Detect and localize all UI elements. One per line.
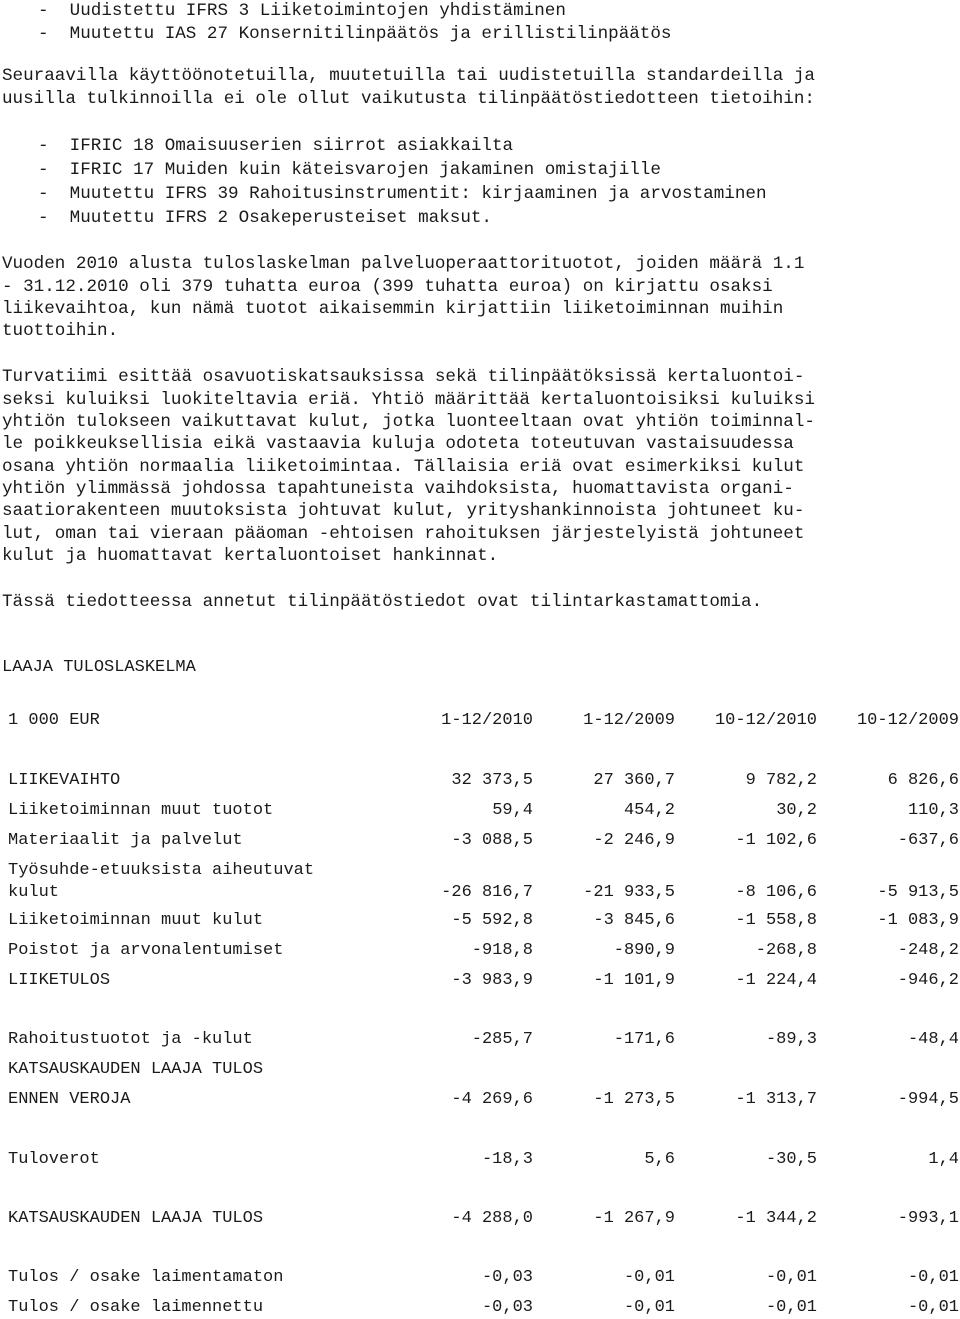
row-label: Liiketoiminnan muut tuotot — [8, 801, 274, 820]
paragraph-line: Vuoden 2010 alusta tuloslaskelman palveluoperaattorituotot, joiden määrä 1.1 — [2, 254, 805, 274]
row-value: -5 913,5 — [877, 883, 959, 902]
row-value: -4 288,0 — [451, 1209, 533, 1228]
row-value: -1 313,7 — [735, 1090, 817, 1109]
column-header: 10-12/2010 — [714, 711, 817, 730]
row-value: -994,5 — [897, 1090, 959, 1109]
paragraph-line: osana yhtiön normaalia liiketoimintaa. Tällaisia eriä ovat esimerkiksi kulut — [2, 457, 805, 477]
paragraph-line: saatiorakenteen muutoksista johtuvat kulut, yrityshankinnoista johtuneet ku- — [2, 501, 805, 521]
row-value: -993,1 — [897, 1209, 959, 1228]
row-value: -48,4 — [907, 1030, 959, 1049]
row-value: -0,01 — [623, 1268, 675, 1287]
row-value: -0,01 — [907, 1268, 959, 1287]
paragraph-line: Seuraavilla käyttöönotetuilla, muutetuilla tai uudistetuilla standardeilla ja — [2, 66, 815, 86]
row-value: -0,03 — [481, 1268, 533, 1287]
row-value: -171,6 — [613, 1030, 675, 1049]
section-title: LAAJA TULOSLASKELMA — [2, 658, 196, 677]
bullet-item: - IFRIC 17 Muiden kuin käteisvarojen jakaminen omistajille — [38, 160, 661, 180]
row-value: -1 083,9 — [877, 911, 959, 930]
paragraph-line: le poikkeuksellisia eikä vastaavia kuluja odoteta toteutuvan vastaisuudessa — [2, 434, 794, 454]
row-value: -21 933,5 — [583, 883, 675, 902]
row-value: -18,3 — [481, 1150, 533, 1169]
paragraph-line: Tässä tiedotteessa annetut tilinpäätöstiedot ovat tilintarkastamattomia. — [2, 592, 763, 612]
row-label: Tulos / osake laimennettu — [8, 1298, 264, 1317]
row-value: -5 592,8 — [451, 911, 533, 930]
bullet-item: - Muutettu IFRS 39 Rahoitusinstrumentit: kirjaaminen ja arvostaminen — [38, 184, 767, 204]
paragraph-line: tuottoihin. — [2, 321, 119, 341]
row-label: kulut — [8, 883, 60, 902]
row-value: -8 106,6 — [735, 883, 817, 902]
row-value: -4 269,6 — [451, 1090, 533, 1109]
row-label: KATSAUSKAUDEN LAAJA TULOS — [8, 1060, 264, 1079]
row-label: Liiketoiminnan muut kulut — [8, 911, 264, 930]
row-value: 5,6 — [644, 1150, 675, 1169]
paragraph-line: lut, oman tai vieraan pääoman -ehtoisen rahoituksen järjestelyistä johtuneet — [2, 524, 805, 544]
row-value: -918,8 — [471, 941, 533, 960]
paragraph-line: uusilla tulkinnoilla ei ole ollut vaikutusta tilinpäätöstiedotteen tietoihin: — [2, 89, 815, 109]
row-value: -0,01 — [765, 1298, 817, 1317]
row-label: LIIKETULOS — [8, 971, 111, 990]
row-value: -1 224,4 — [735, 971, 817, 990]
row-value: 59,4 — [492, 801, 533, 820]
row-value: -1 102,6 — [735, 831, 817, 850]
row-label: ENNEN VEROJA — [8, 1090, 131, 1109]
paragraph-line: yhtiön ylimmässä johdossa tapahtuneista vaihdoksista, huomattavista organi- — [2, 479, 794, 499]
row-value: 30,2 — [776, 801, 817, 820]
column-header: 1-12/2010 — [441, 711, 533, 730]
row-value: -285,7 — [471, 1030, 533, 1049]
row-value: -268,8 — [755, 941, 817, 960]
row-value: 110,3 — [907, 801, 959, 820]
row-value: 454,2 — [623, 801, 675, 820]
row-value: -89,3 — [765, 1030, 817, 1049]
paragraph-line: Turvatiimi esittää osavuotiskatsauksissa sekä tilinpäätöksissä kertaluontoi- — [2, 367, 805, 387]
row-value: -1 558,8 — [735, 911, 817, 930]
row-value: -3 088,5 — [451, 831, 533, 850]
row-value: -248,2 — [897, 941, 959, 960]
row-label: Tulos / osake laimentamaton — [8, 1268, 284, 1287]
row-value: -26 816,7 — [441, 883, 533, 902]
row-value: -946,2 — [897, 971, 959, 990]
paragraph-line: kulut ja huomattavat kertaluontoiset hankinnat. — [2, 546, 499, 566]
row-value: -1 101,9 — [593, 971, 675, 990]
row-label: Rahoitustuotot ja -kulut — [8, 1030, 253, 1049]
row-label: KATSAUSKAUDEN LAAJA TULOS — [8, 1209, 264, 1228]
column-header: 10-12/2009 — [856, 711, 959, 730]
row-value: -1 267,9 — [593, 1209, 675, 1228]
row-value: -890,9 — [613, 941, 675, 960]
bullet-item: - Muutettu IFRS 2 Osakeperusteiset maksut. — [38, 208, 492, 228]
row-value: -3 845,6 — [593, 911, 675, 930]
paragraph-line: - 31.12.2010 oli 379 tuhatta euroa (399 tuhatta euroa) on kirjattu osaksi — [2, 277, 773, 297]
paragraph-line: liikevaihtoa, kun nämä tuotot aikaisemmin kirjattiin liiketoiminnan muihin — [2, 299, 784, 319]
row-label: LIIKEVAIHTO — [8, 771, 121, 790]
bullet-item: - Uudistettu IFRS 3 Liiketoimintojen yhdistäminen — [38, 1, 566, 21]
row-label: Poistot ja arvonalentumiset — [8, 941, 284, 960]
row-value: -3 983,9 — [451, 971, 533, 990]
row-value: 27 360,7 — [593, 771, 675, 790]
row-value: 6 826,6 — [887, 771, 959, 790]
bullet-item: - IFRIC 18 Omaisuuserien siirrot asiakkailta — [38, 136, 514, 156]
row-value: -1 273,5 — [593, 1090, 675, 1109]
row-value: -2 246,9 — [593, 831, 675, 850]
row-value: -0,03 — [481, 1298, 533, 1317]
row-value: -0,01 — [907, 1298, 959, 1317]
row-value: 1,4 — [928, 1150, 959, 1169]
row-value: -30,5 — [765, 1150, 817, 1169]
paragraph-line: seksi kuluiksi luokiteltavia eriä. Yhtiö määrittää kertaluontoisiksi kuluiksi — [2, 390, 815, 410]
row-label: Materiaalit ja palvelut — [8, 831, 243, 850]
row-value: 32 373,5 — [451, 771, 533, 790]
paragraph-line: yhtiön tulokseen vaikuttavat kulut, jotka luonteeltaan ovat yhtiön toiminnal- — [2, 412, 815, 432]
row-value: -0,01 — [765, 1268, 817, 1287]
row-value: -0,01 — [623, 1298, 675, 1317]
bullet-item: - Muutettu IAS 27 Konsernitilinpäätös ja erillistilinpäätös — [38, 24, 672, 44]
row-value: 9 782,2 — [745, 771, 817, 790]
row-value: -637,6 — [897, 831, 959, 850]
row-value: -1 344,2 — [735, 1209, 817, 1228]
row-label: Työsuhde-etuuksista aiheutuvat — [8, 861, 315, 880]
unit-label: 1 000 EUR — [8, 711, 100, 730]
column-header: 1-12/2009 — [583, 711, 675, 730]
row-label: Tuloverot — [8, 1150, 100, 1169]
